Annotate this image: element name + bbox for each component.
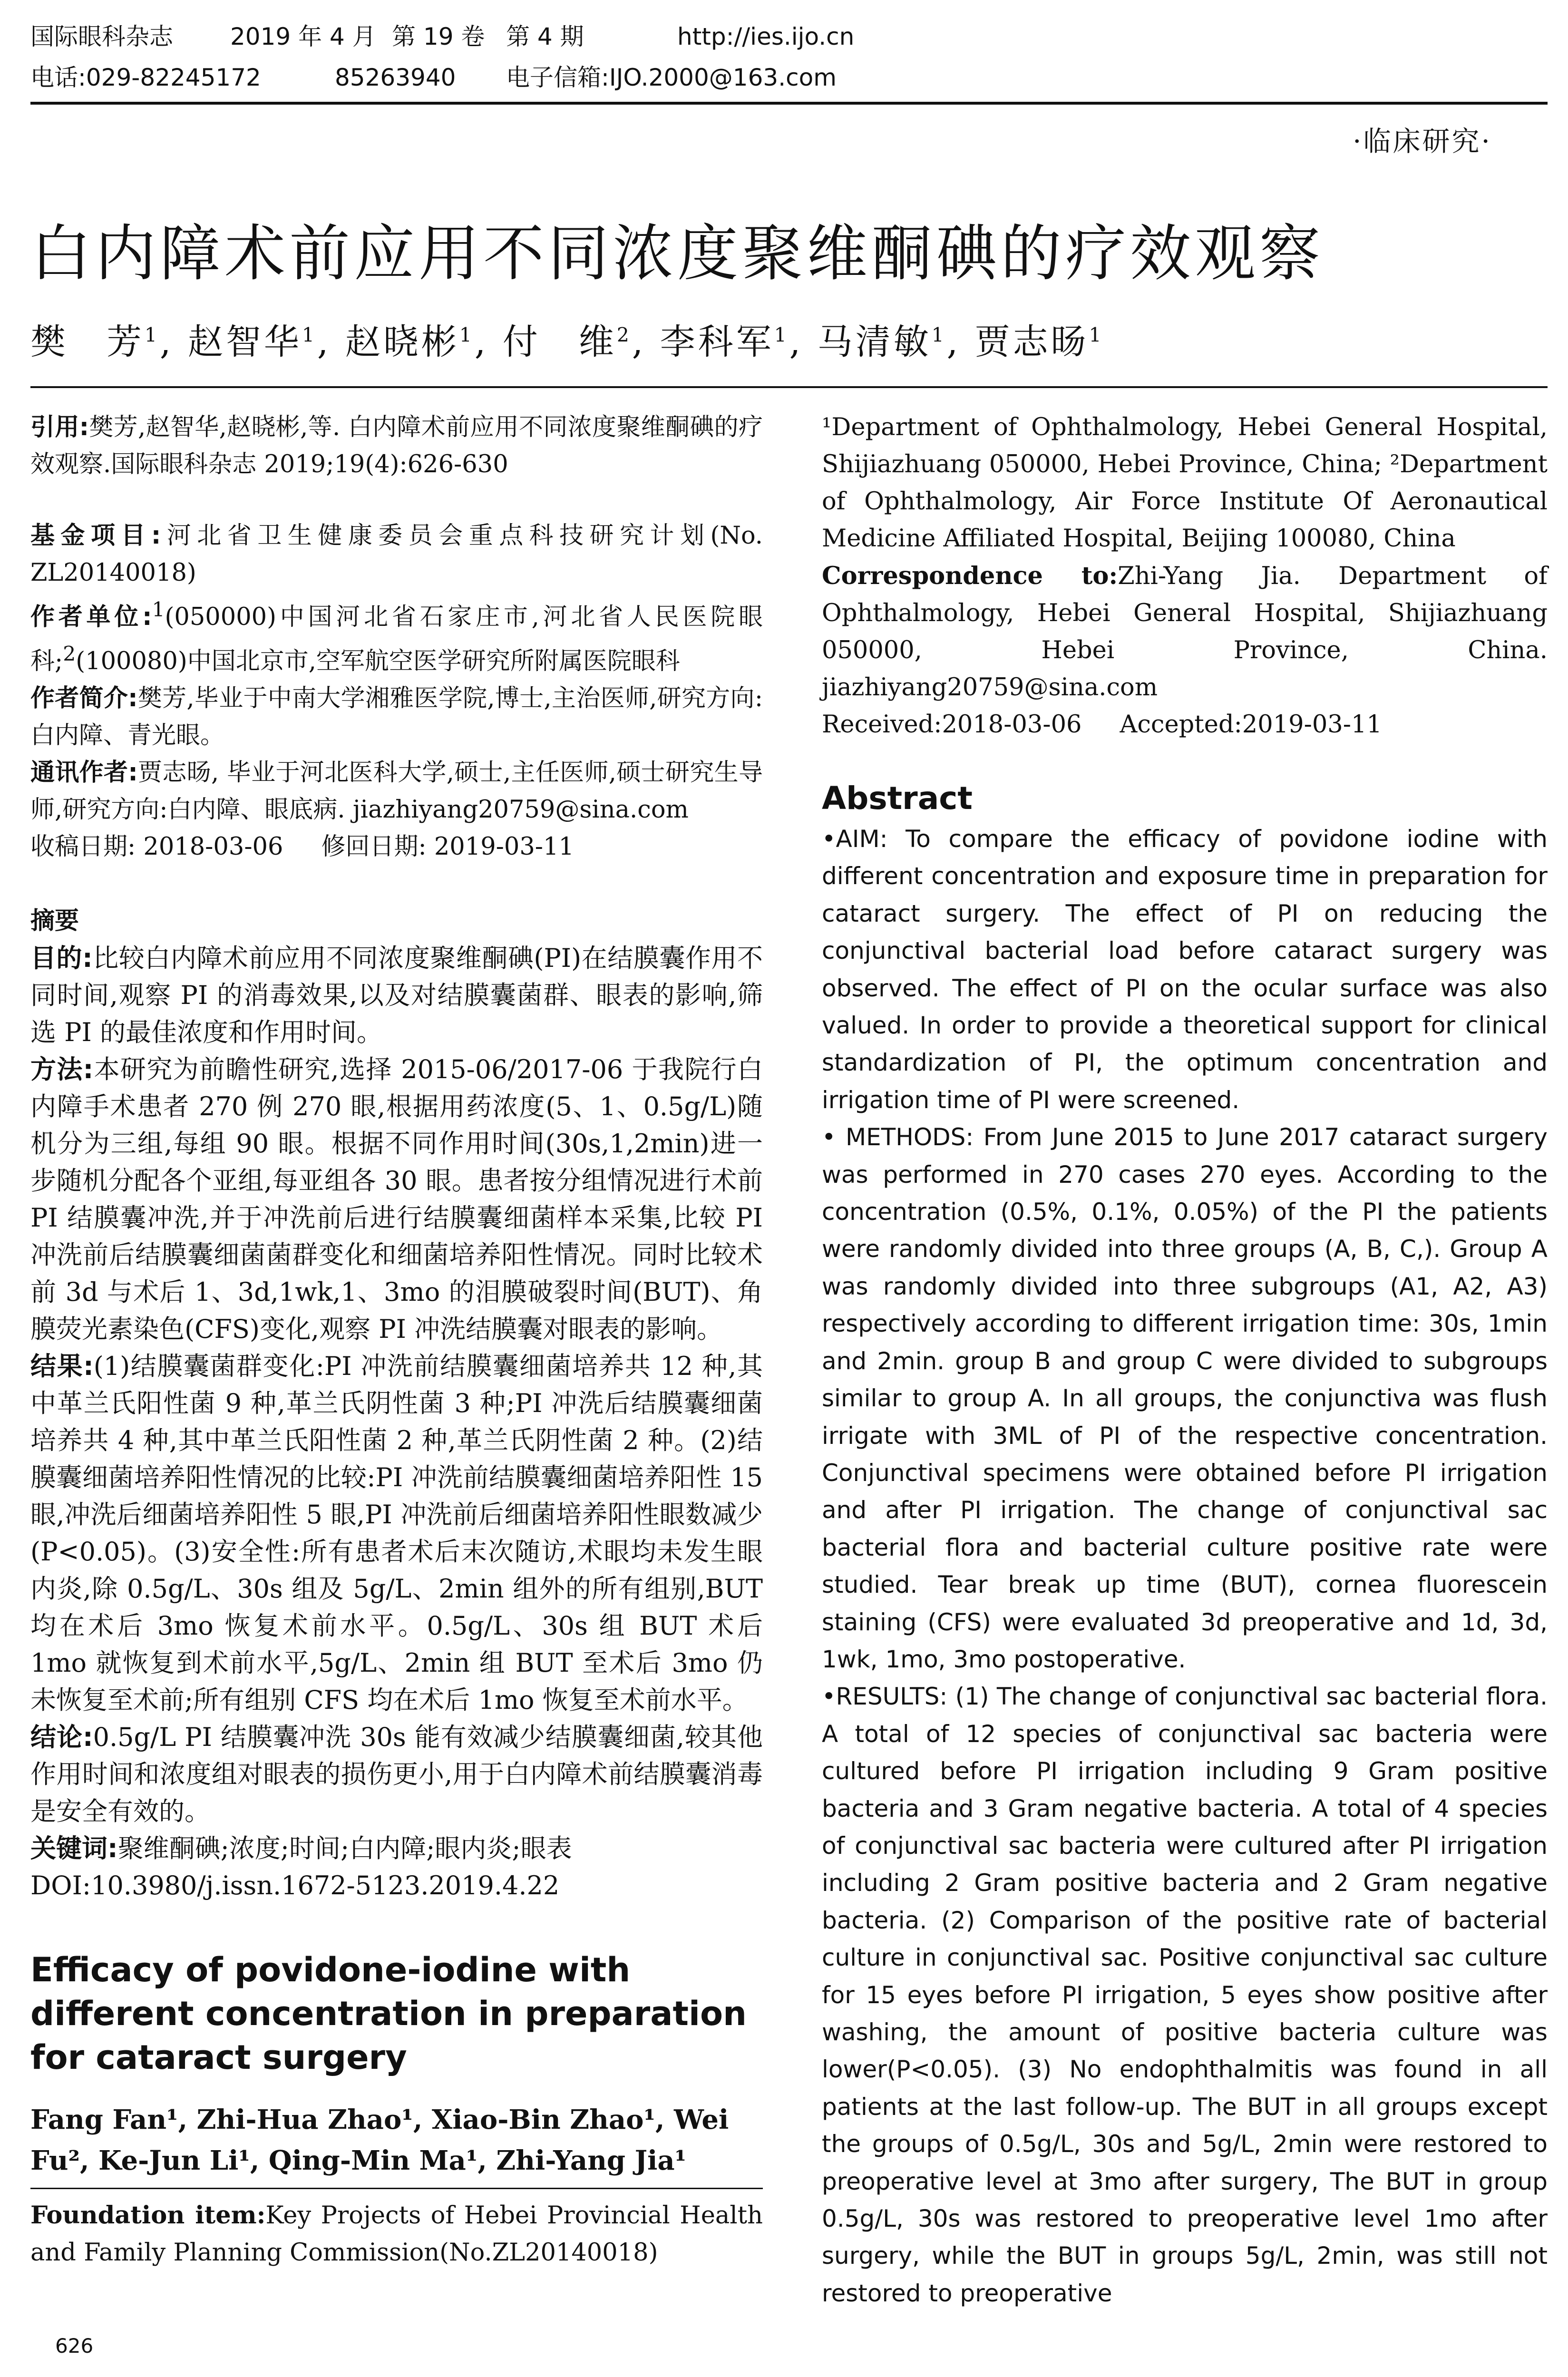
- results-cn: [30, 1348, 763, 1719]
- issue: 第 4 期: [506, 23, 584, 50]
- objective-text: 比较白内障术前应用不同浓度聚维酮碘(PI)在结膜囊作用不同时间,观察 PI 的消毒效果,以及对结膜囊菌群、眼表的影响,筛选 PI 的最佳浓度和作用时间。: [30, 943, 763, 1047]
- affiliation-text-1: (050000)中国河北省石家庄市,河北省人民医院眼科;: [30, 603, 763, 675]
- received-date: 收稿日期: 2018-03-06: [30, 833, 283, 861]
- author-affiliation-mark: 1: [1089, 323, 1104, 347]
- results-text: (1)结膜囊菌群变化:PI 冲洗前结膜囊细菌培养共 12 种,其中革兰氏阳性菌 9 种,革兰氏阴性菌 3 种;PI 冲洗后结膜囊细菌培养共 4 种,其中革兰氏阳性菌 2 种,革兰氏阴性菌 2 种。(2)结膜囊细菌培养阳性情况的比较:PI 冲洗前结膜囊细菌培养阳性 15 眼,冲洗后细菌培养阳性 5 眼,PI 冲洗前后细菌培养阳性眼数减少(P<0.05)。(3)安全性:所有患者术后末次随访,术眼均未发生眼内炎,除 0.5g/L、30s 组及 5g/L、2min 组外的所有组别,BUT 均在术后 3mo 恢复术前水平。0.5g/L、30s 组 BUT 术后 1mo 就恢复到术前水平,5g/L、2min 组 BUT 至术后 3mo 仍未恢复至术前;所有组别 CFS 均在术后 1mo 恢复至术前水平。: [30, 1351, 763, 1715]
- correspondence-text: Zhi-Yang Jia. Department of Ophthalmology, Hebei General Hospital, Shijiazhuang 050000, Hebei Province, China. jiazhiyang20759@sina.com: [822, 562, 1548, 701]
- keywords-label: 关键词:: [30, 1833, 118, 1863]
- objective: [30, 940, 763, 1051]
- correspondence-label: Correspondence to:: [822, 562, 1118, 590]
- journal-header: [30, 16, 1548, 98]
- author-affiliation-mark: 1: [931, 323, 947, 347]
- bio-label: 作者简介:: [30, 684, 138, 712]
- affiliation: [30, 592, 763, 680]
- author-affiliation-mark: 1: [459, 323, 475, 347]
- left-column: [30, 409, 763, 2271]
- email[interactable]: 电子信箱:IJO.2000@163.com: [506, 64, 837, 91]
- abstract-methods: • METHODS: From June 2015 to June 2017 cataract surgery was performed in 270 cases 270 eyes. According to the concentration (0.5%, 0.1%, 0.05%) of the PI the patients were randomly divided into three groups (A, B, C,). Group A was randomly divided into three subgroups (A1, A2, A3) respectively according to different irrigation time: 30s, 1min and 2min. group B and group C were divided to subgroups similar to group A. In all groups, the conjunctiva was flush irrigate with 3ML of PI of the respective concentration. Conjunctival specimens were obtained before PI irrigation and after PI irrigation. The change of conjunctival sac bacterial flora and bacterial culture positive rate were studied. Tear break up time (BUT), cornea fluorescein staining (CFS) were evaluated 3d preoperative and 1d, 3d, 1wk, 1mo, 3mo postoperative.: [822, 1123, 1548, 1673]
- authors-rule: [30, 386, 1548, 388]
- affiliation-label: 作者单位:: [30, 603, 152, 631]
- journal-url[interactable]: http://ies.ijo.cn: [677, 23, 855, 50]
- header-line-1: [30, 16, 1548, 57]
- author-affiliation-mark: 1: [774, 323, 789, 347]
- affiliations-english: ¹Department of Ophthalmology, Hebei General Hospital, Shijiazhuang 050000, Hebei Province, China; ²Department of Ophthalmology, Air Force Institute Of Aeronautical Medicine Affiliated Hospital, Beijing 100080, China: [822, 413, 1548, 553]
- abstract-results: •RESULTS: (1) The change of conjunctival sac bacterial flora. A total of 12 species of conjunctival sac bacteria were cultured before PI irrigation including 9 Gram positive bacteria and 3 Gram negative bacteria. A total of 4 species of conjunctival sac bacteria were cultured after PI irrigation including 2 Gram positive bacteria and 2 Gram negative bacteria. (2) Comparison of the positive rate of bacterial culture in conjunctival sac. Positive conjunctival sac culture for 15 eyes before PI irrigation, 5 eyes show positive after washing, the amount of positive bacteria culture was lower(P<0.05). (3) No endophthalmitis was found in all patients at the last follow-up. The BUT in all groups except the groups of 0.5g/L, 30s and 5g/L, 2min were restored to preoperative level at 3mo after surgery, The BUT in group 0.5g/L, 30s was restored to preoperative level 1mo after surgery, while the BUT in groups 5g/L, 2min, was still not restored to preoperative: [822, 1683, 1548, 2307]
- corresponding-text: 贾志旸, 毕业于河北医科大学,硕士,主任医师,硕士研究生导师,研究方向:白内障、眼底病. jiazhiyang20759@sina.com: [30, 759, 763, 824]
- doi[interactable]: DOI:10.3980/j.issn.1672-5123.2019.4.22: [30, 1870, 560, 1900]
- affiliation-text-2: (100080)中国北京市,空军航空医学研究所附属医院眼科: [76, 647, 680, 675]
- author-bio: [30, 680, 763, 754]
- author-affiliation-mark: 1: [145, 323, 160, 347]
- foundation-rule: [30, 2188, 763, 2189]
- article-title: 白内障术前应用不同浓度聚维酮碘的疗效观察: [30, 218, 1325, 289]
- results-label: 结果:: [30, 1351, 94, 1381]
- abstract-heading-en: Abstract: [822, 780, 973, 817]
- keywords: [30, 1830, 763, 1867]
- authors-english: Fang Fan¹, Zhi-Hua Zhao¹, Xiao-Bin Zhao¹, Wei Fu², Ke-Jun Li¹, Qing-Min Ma¹, Zhi-Yang Jia¹: [30, 2104, 729, 2176]
- author-name: 樊 芳: [30, 321, 145, 362]
- revised-date: 修回日期: 2019-03-11: [321, 833, 574, 861]
- methods-cn: [30, 1051, 763, 1348]
- fund-text: 河北省卫生健康委员会重点科技研究计划(No. ZL20140018): [30, 522, 763, 587]
- abstract-en: [822, 820, 1548, 2312]
- abstract-heading-cn: 摘要: [30, 907, 79, 935]
- author-name: 赵智华: [187, 321, 302, 362]
- phone-2: 85263940: [335, 64, 456, 91]
- author-name: 马清敏: [817, 321, 932, 362]
- methods-text: 本研究为前瞻性研究,选择 2015-06/2017-06 于我院行白内障手术患者 270 例 270 眼,根据用药浓度(5、1、0.5g/L)随机分为三组,每组 90 眼。根据不同作用时间(30s,1,2min)进一步随机分配各个亚组,每亚组各 30 眼。患者按分组情况进行术前 PI 结膜囊冲洗,并于冲洗前后进行结膜囊细菌样本采集,比较 PI 冲洗前后结膜囊细菌菌群变化和细菌培养阳性情况。同时比较术前 3d 与术后 1、3d,1wk,1、3mo 的泪膜破裂时间(BUT)、角膜荧光素染色(CFS)变化,观察 PI 冲洗结膜囊对眼表的影响。: [30, 1054, 763, 1344]
- citation-label: 引用:: [30, 413, 89, 441]
- bio-text: 樊芳,毕业于中南大学湘雅医学院,博士,主治医师,研究方向:白内障、青光眼。: [30, 684, 763, 750]
- corresponding-author: [30, 754, 763, 828]
- dates: [30, 828, 763, 866]
- author-name: 赵晓彬: [345, 321, 459, 362]
- affiliation-mark-1: 1: [152, 598, 165, 622]
- fund: [30, 517, 763, 592]
- author-affiliation-mark: 1: [302, 323, 317, 347]
- right-column: [822, 409, 1548, 2312]
- journal-name: 国际眼科杂志: [30, 23, 173, 50]
- abstract-cn: [30, 940, 763, 1904]
- received-en: Received:2018-03-06: [822, 711, 1082, 739]
- author-affiliation-mark: 2: [616, 323, 632, 347]
- objective-label: 目的:: [30, 943, 93, 973]
- issue-date: 2019 年 4 月: [230, 23, 376, 50]
- section-label: ·临床研究·: [1353, 125, 1492, 157]
- header-line-2: [30, 57, 1548, 98]
- accepted-en: Accepted:2019-03-11: [1120, 711, 1382, 739]
- author-name: 贾志旸: [974, 321, 1089, 362]
- corresponding-label: 通讯作者:: [30, 759, 138, 787]
- conclusion-text: 0.5g/L PI 结膜囊冲洗 30s 能有效减少结膜囊细菌,较其他作用时间和浓度组对眼表的损伤更小,用于白内障术前结膜囊消毒是安全有效的。: [30, 1722, 763, 1826]
- abstract-aim: •AIM: To compare the efficacy of povidone iodine with different concentration and exposure time in preparation for cataract surgery. The effect of PI on reducing the conjunctival bacterial load before cataract surgery was observed. The effect of PI on the ocular surface was also valued. In order to provide a theoretical support for clinical standardization of PI, the optimum concentration and irrigation time of PI were screened.: [822, 825, 1548, 1114]
- conclusion-cn: [30, 1719, 763, 1830]
- page-number: 626: [55, 2334, 94, 2358]
- affiliation-mark-2: 2: [63, 643, 76, 666]
- authors-chinese: 樊 芳$^1$, 赵智华$^1$, 赵晓彬$^1$, 付 维$^2$, 李科军$^1$, 马清敏$^1$, 贾志旸$^1$: [30, 321, 1104, 362]
- foundation-text: Key Projects of Hebei Provincial Health and Family Planning Commission(No.ZL20140018): [30, 2202, 763, 2267]
- citation-text: 樊芳,赵智华,赵晓彬,等. 白内障术前应用不同浓度聚维酮碘的疗效观察.国际眼科杂志 2019;19(4):626-630: [30, 413, 763, 478]
- volume: 第 19 卷: [392, 23, 485, 50]
- english-title: Efficacy of povidone-iodine with different concentration in preparation for cataract surgery: [30, 1950, 747, 2077]
- header-rule: [30, 102, 1548, 105]
- author-name: 付 维: [502, 321, 617, 362]
- received-accepted: [822, 706, 1548, 743]
- phone: 电话:029-82245172: [30, 64, 261, 91]
- conclusion-label: 结论:: [30, 1722, 93, 1752]
- foundation-item: [30, 2197, 763, 2271]
- keywords-text: 聚维酮碘;浓度;时间;白内障;眼内炎;眼表: [117, 1833, 572, 1863]
- author-name: 李科军: [660, 321, 774, 362]
- foundation-label: Foundation item:: [30, 2201, 266, 2230]
- methods-label: 方法:: [30, 1054, 94, 1084]
- citation: [30, 409, 763, 483]
- correspondence: [822, 557, 1548, 706]
- fund-label: 基金项目:: [30, 522, 161, 550]
